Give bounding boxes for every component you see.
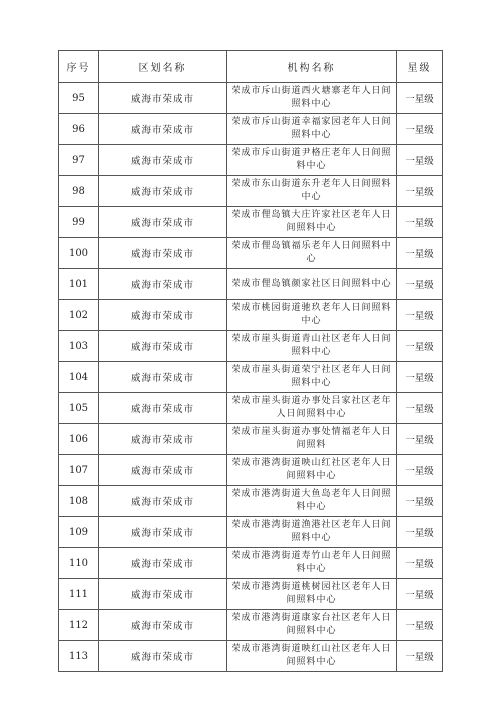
table-row (59, 424, 443, 455)
cell-level: 一星级 (397, 455, 443, 486)
cell-seq: 103 (59, 331, 99, 362)
cell-level: 一星级 (397, 393, 443, 424)
cell-region: 威海市荣成市 (99, 424, 227, 455)
cell-level: 一星级 (397, 579, 443, 610)
cell-region: 威海市荣成市 (99, 362, 227, 393)
cell-org: 荣成市俚岛镇福乐老年人日间照料中心 (227, 238, 397, 269)
cell-level: 一星级 (397, 362, 443, 393)
cell-org: 荣成市东山街道东升老年人日间照料中心 (227, 176, 397, 207)
table-row (59, 579, 443, 610)
cell-seq: 104 (59, 362, 99, 393)
table-row (59, 486, 443, 517)
cell-region: 威海市荣成市 (99, 300, 227, 331)
table-body (59, 83, 443, 672)
table-row (59, 114, 443, 145)
cell-seq: 110 (59, 548, 99, 579)
cell-org: 荣成市崖头街道办事处吕家社区老年人日间照料中心 (227, 393, 397, 424)
cell-seq: 105 (59, 393, 99, 424)
cell-org: 荣成市俚岛镇颜家社区日间照料中心 (227, 269, 397, 300)
cell-org: 荣成市斥山街道西火塘寨老年人日间照料中心 (227, 83, 397, 114)
cell-region: 威海市荣成市 (99, 83, 227, 114)
cell-level: 一星级 (397, 548, 443, 579)
header-org: 机构名称 (227, 51, 397, 83)
table-row (59, 331, 443, 362)
table-row (59, 238, 443, 269)
cell-seq: 95 (59, 83, 99, 114)
cell-region: 威海市荣成市 (99, 517, 227, 548)
institution-table (58, 50, 443, 672)
cell-level: 一星级 (397, 300, 443, 331)
cell-seq: 107 (59, 455, 99, 486)
table-row (59, 362, 443, 393)
cell-region: 威海市荣成市 (99, 641, 227, 672)
cell-level: 一星级 (397, 331, 443, 362)
cell-level: 一星级 (397, 207, 443, 238)
cell-region: 威海市荣成市 (99, 207, 227, 238)
cell-region: 威海市荣成市 (99, 145, 227, 176)
cell-level: 一星级 (397, 486, 443, 517)
cell-region: 威海市荣成市 (99, 393, 227, 424)
header-level: 星级 (397, 51, 443, 83)
cell-seq: 99 (59, 207, 99, 238)
table-row (59, 393, 443, 424)
cell-region: 威海市荣成市 (99, 548, 227, 579)
cell-level: 一星级 (397, 145, 443, 176)
cell-region: 威海市荣成市 (99, 579, 227, 610)
table-header-row (59, 51, 443, 83)
cell-org: 荣成市港湾街道桃树园社区老年人日间照料中心 (227, 579, 397, 610)
cell-org: 荣成市斥山街道尹格庄老年人日间照料中心 (227, 145, 397, 176)
table-row (59, 455, 443, 486)
table-row (59, 610, 443, 641)
cell-level: 一星级 (397, 83, 443, 114)
cell-org: 荣成市港湾街道映山红社区老年人日间照料中心 (227, 455, 397, 486)
cell-org: 荣成市桃园街道驰玖老年人日间照料中心 (227, 300, 397, 331)
cell-org: 荣成市斥山街道幸福家园老年人日间照料中心 (227, 114, 397, 145)
cell-seq: 106 (59, 424, 99, 455)
cell-level: 一星级 (397, 610, 443, 641)
cell-seq: 112 (59, 610, 99, 641)
cell-org: 荣成市崖头街道青山社区老年人日间照料中心 (227, 331, 397, 362)
cell-seq: 111 (59, 579, 99, 610)
cell-level: 一星级 (397, 517, 443, 548)
cell-seq: 113 (59, 641, 99, 672)
cell-seq: 100 (59, 238, 99, 269)
cell-seq: 101 (59, 269, 99, 300)
cell-org: 荣成市俚岛镇大庄许家社区老年人日间照料中心 (227, 207, 397, 238)
cell-org: 荣成市港湾街道大鱼岛老年人日间照料中心 (227, 486, 397, 517)
cell-seq: 97 (59, 145, 99, 176)
header-seq: 序号 (59, 51, 99, 83)
cell-region: 威海市荣成市 (99, 238, 227, 269)
cell-org: 荣成市崖头街道荣宁社区老年人日间照料中心 (227, 362, 397, 393)
cell-region: 威海市荣成市 (99, 455, 227, 486)
cell-org: 荣成市港湾街道寿竹山老年人日间照料中心 (227, 548, 397, 579)
cell-org: 荣成市港湾街道映红山社区老年人日间照料中心 (227, 641, 397, 672)
cell-seq: 96 (59, 114, 99, 145)
cell-region: 威海市荣成市 (99, 331, 227, 362)
cell-org: 荣成市港湾街道康家台社区老年人日间照料中心 (227, 610, 397, 641)
table-row (59, 641, 443, 672)
cell-level: 一星级 (397, 424, 443, 455)
cell-seq: 108 (59, 486, 99, 517)
cell-seq: 102 (59, 300, 99, 331)
table-row (59, 517, 443, 548)
cell-level: 一星级 (397, 238, 443, 269)
table-row (59, 269, 443, 300)
table-row (59, 176, 443, 207)
table-row (59, 83, 443, 114)
cell-region: 威海市荣成市 (99, 269, 227, 300)
cell-level: 一星级 (397, 176, 443, 207)
cell-level: 一星级 (397, 114, 443, 145)
table-row (59, 548, 443, 579)
header-region: 区划名称 (99, 51, 227, 83)
cell-region: 威海市荣成市 (99, 486, 227, 517)
table-row (59, 207, 443, 238)
cell-region: 威海市荣成市 (99, 176, 227, 207)
cell-region: 威海市荣成市 (99, 114, 227, 145)
cell-region: 威海市荣成市 (99, 610, 227, 641)
cell-org: 荣成市崖头街道办事处情福老年人日间照料 (227, 424, 397, 455)
cell-level: 一星级 (397, 641, 443, 672)
table-row (59, 145, 443, 176)
cell-org: 荣成市港湾街道渔港社区老年人日间照料中心 (227, 517, 397, 548)
cell-seq: 109 (59, 517, 99, 548)
table-row (59, 300, 443, 331)
cell-seq: 98 (59, 176, 99, 207)
cell-level: 一星级 (397, 269, 443, 300)
